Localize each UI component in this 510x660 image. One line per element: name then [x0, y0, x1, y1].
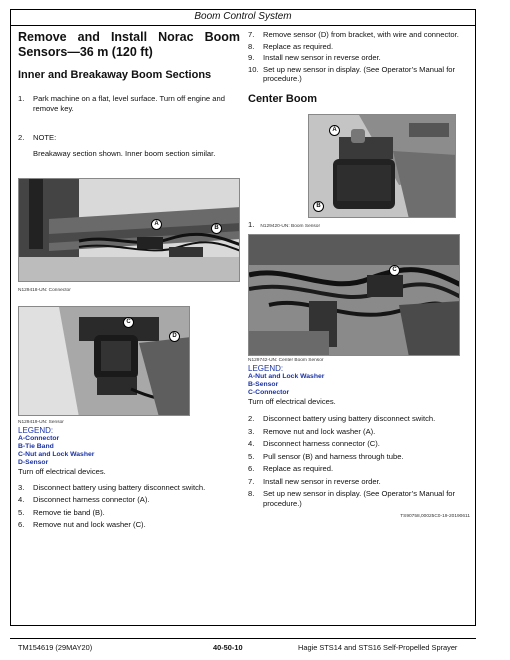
center-boom-sensor-photo [248, 234, 460, 356]
step-10 [248, 65, 470, 84]
legend-note: Turn off electrical devices. [248, 396, 336, 406]
step-text: Install new sensor in reverse order. [263, 476, 381, 486]
step-number: 5. [18, 507, 25, 517]
footer-page-number: 40-50-10 [213, 643, 243, 652]
right-column [248, 30, 470, 519]
step-text: Pull sensor (B) and harness through tube. [263, 451, 404, 461]
subsection-title: Inner and Breakaway Boom Sections [18, 69, 212, 81]
note-text: Breakaway section shown. Inner boom section similar. [33, 148, 216, 158]
step-6 [18, 520, 240, 530]
callout-a: A [329, 125, 340, 136]
step-text: Replace as required. [263, 41, 334, 51]
document-id: TS90758,00025C0-19-20190611 [400, 514, 470, 519]
note-label: NOTE: [33, 133, 57, 142]
step-text: Remove nut and lock washer (C). [33, 520, 146, 529]
step-number: 10. [248, 64, 259, 74]
step-number: 6. [248, 464, 255, 473]
step-5 [18, 508, 240, 518]
step-7 [248, 477, 470, 487]
footer-product-name: Hagie STS14 and STS16 Self-Propelled Sprayer [298, 643, 458, 652]
legend-title: LEGEND: [248, 363, 284, 373]
legend-item: C-Connector [248, 388, 290, 396]
step-number: 4. [248, 439, 255, 448]
step-6 [248, 464, 470, 474]
step-8 [248, 489, 470, 508]
step-text: Remove tie band (B). [33, 507, 105, 517]
step-number: 2. [18, 133, 25, 142]
step-1 [18, 94, 240, 113]
sensor-photo [18, 306, 190, 416]
figure-id: N129418-UN: Connector [18, 288, 71, 293]
legend-item: C-Nut and Lock Washer [18, 451, 95, 458]
left-column [18, 30, 240, 530]
step-number: 3. [18, 482, 25, 492]
legend-item: B-Sensor [248, 380, 279, 388]
step-text: Park machine on a flat, level surface. Turn off engine and remove key. [33, 94, 225, 113]
connector-photo [18, 178, 240, 282]
sensor-photo-image [19, 307, 190, 416]
callout-c: C [389, 265, 400, 276]
step-number: 3. [248, 426, 255, 436]
header-title: Boom Control System [194, 11, 292, 22]
step-number: 9. [248, 53, 255, 62]
figure-id: N129742-UN: Center Boom Sensor [248, 357, 324, 363]
step-text: Install new sensor in reverse order. [263, 53, 381, 62]
step-4 [248, 439, 470, 449]
footer-rule [10, 638, 476, 639]
step-number: 2. [248, 414, 255, 423]
section-title: Remove and Install Norac Boom [18, 30, 240, 44]
legend-item: A-Nut and Lock Washer [248, 372, 325, 380]
step-text: Disconnect battery using battery disconnect switch. [33, 482, 206, 492]
callout-d: D [169, 331, 180, 342]
footer-manual-id: TM154619 (29MAY20) [18, 643, 93, 652]
step-number: 7. [248, 476, 255, 486]
step-text: Replace as required. [263, 464, 334, 473]
step-text: Remove nut and lock washer (A). [263, 426, 376, 436]
step-9 [248, 53, 470, 63]
step-text: Disconnect battery using battery disconnect switch. [263, 414, 436, 423]
step-4 [18, 495, 240, 505]
figure-id: N129419-UN: Sensor [18, 420, 64, 425]
steps-list [18, 483, 240, 530]
callout-b: B [313, 201, 324, 212]
legend-note: Turn off electrical devices. [18, 467, 106, 476]
section-title-line2: Sensors—36 m (120 ft) [18, 45, 153, 59]
step-number: 8. [248, 489, 255, 498]
boom-sensor-photo [308, 114, 456, 218]
step-2-note [18, 133, 240, 143]
step-text: Set up new sensor in display. (See Operator’s Manual for procedure.) [263, 489, 456, 508]
figure-caption-row [248, 219, 470, 230]
step-text: Set up new sensor in display. (See Operator’s Manual for procedure.) [263, 64, 456, 83]
callout-c: C [123, 317, 134, 328]
step-text: Disconnect harness connector (C). [263, 439, 380, 448]
step-number: 5. [248, 451, 255, 461]
step-number: 7. [248, 30, 255, 39]
legend-item: D-Sensor [18, 459, 49, 466]
legend-title: LEGEND: [18, 426, 54, 435]
step-number: 4. [18, 495, 25, 504]
connector-photo-image [19, 179, 240, 282]
step-number: 1. [248, 219, 255, 229]
step-2 [248, 414, 470, 424]
step-text: Remove sensor (D) from bracket, with wire and connector. [263, 30, 459, 39]
step-3 [18, 483, 240, 493]
step-7 [248, 30, 470, 40]
step-number: 8. [248, 41, 255, 51]
center-boom-sensor-photo-image [249, 235, 460, 356]
step-3 [248, 427, 470, 437]
legend-item: A-Connector [18, 435, 60, 442]
steps-list-top [248, 30, 470, 84]
step-number: 1. [18, 94, 25, 103]
step-text: Disconnect harness connector (A). [33, 495, 150, 504]
step-8 [248, 42, 470, 52]
steps-list-bottom [248, 414, 470, 508]
figure-id: N129420-UN: Boom Sensor [260, 223, 321, 229]
callout-b: B [211, 223, 222, 234]
center-boom-title: Center Boom [248, 92, 318, 105]
legend-item: B-Tie Band [18, 443, 54, 450]
callout-a: A [151, 219, 162, 230]
step-number: 6. [18, 520, 25, 529]
step-5 [248, 452, 470, 462]
page-header [10, 9, 476, 26]
